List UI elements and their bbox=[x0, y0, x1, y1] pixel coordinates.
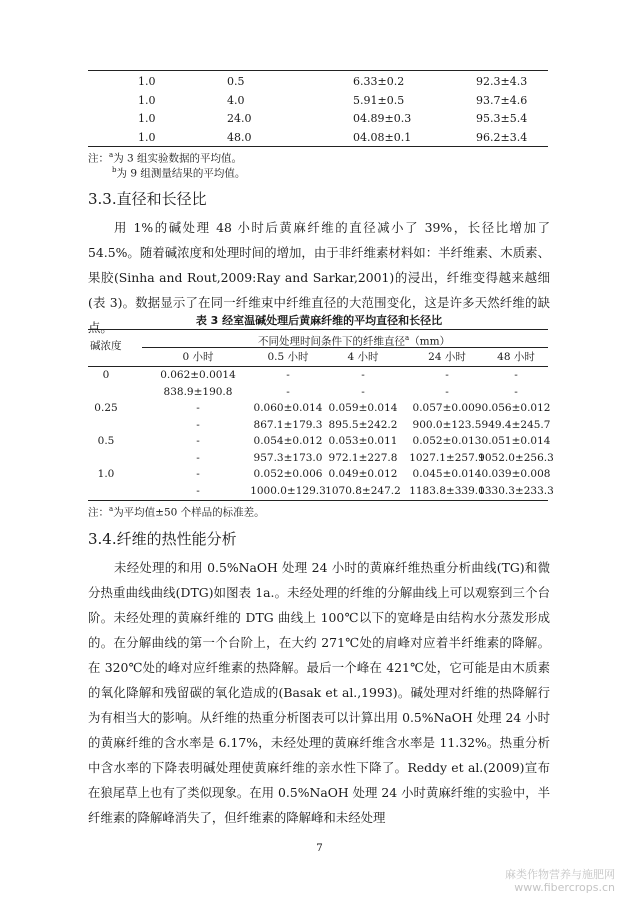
table3-cell: 0.057±0.009 bbox=[412, 402, 482, 414]
table1-cell: 4.0 bbox=[227, 93, 245, 107]
table3-cell: 900.0±123.5 bbox=[412, 418, 482, 431]
watermark: 麻类作物营养与施肥网 www.fibercrops.cn bbox=[505, 868, 615, 894]
table3-time-header: 24 小时 bbox=[428, 351, 466, 363]
table3-cell: 1330.3±233.3 bbox=[478, 484, 554, 497]
table3-cell: 0.049±0.012 bbox=[328, 468, 398, 480]
table3-cell: 957.3±173.0 bbox=[253, 451, 323, 464]
table3-concentration-cell: 0.5 bbox=[97, 435, 115, 447]
table3-time-header: 48 小时 bbox=[497, 351, 535, 363]
table1-cell: 04.08±0.1 bbox=[353, 130, 412, 144]
table3-cell: 949.4±245.7 bbox=[481, 418, 551, 431]
table3-concentration-cell: 0 bbox=[102, 369, 110, 381]
table3-group-header: 不同处理时间条件下的纤维直径$^a$（mm） bbox=[258, 334, 451, 348]
table1-row bbox=[88, 109, 548, 128]
table3-cell: - bbox=[196, 484, 200, 497]
table3-time-header: 4 小时 bbox=[347, 351, 379, 363]
table3-cell: - bbox=[196, 451, 200, 464]
table3-cell: 0.054±0.012 bbox=[253, 435, 323, 447]
table1-cell: 92.3±4.3 bbox=[476, 75, 528, 88]
table1-cell: 5.91±0.5 bbox=[353, 93, 405, 107]
section-3-3-paragraph: 用 1%的碱处理 48 小时后黄麻纤维的直径减小了 39%，长径比增加了 54.5%。随着碱浓度和处理时间的增加，由于非纤维素材料如：半纤维素、木质素、果胶(Sinha and Rout,2009:Ray and Sarkar,2001)的浸出，纤维变得越来越细(表 3)。数据显示了在同一纤维束中纤维直径的大范围变化，这是许多天然纤维的缺点。 bbox=[88, 220, 550, 335]
table3-cell: 0.051±0.014 bbox=[481, 435, 551, 447]
table3-cell: 1183.8±339.0 bbox=[409, 484, 485, 497]
table3-cell: 1000.0±129.3 bbox=[250, 484, 326, 497]
table1-row bbox=[88, 72, 548, 91]
table1-bottom-rule bbox=[88, 146, 548, 147]
table1-cell: 0.5 bbox=[227, 75, 245, 88]
table3-cell: - bbox=[196, 468, 200, 480]
table3-cell: - bbox=[361, 385, 365, 398]
table3-cell: 972.1±227.8 bbox=[328, 451, 398, 464]
table3-cell: - bbox=[514, 385, 518, 398]
table3-cell: 0.056±0.012 bbox=[481, 402, 551, 414]
table3-cell: 838.9±190.8 bbox=[163, 385, 233, 398]
table1-cell: 95.3±5.4 bbox=[476, 112, 528, 125]
table3-bottom-rule bbox=[88, 500, 548, 501]
table1-cell: 1.0 bbox=[138, 112, 156, 125]
table1-cell: 24.0 bbox=[227, 112, 252, 125]
table3-cell: 1070.8±247.2 bbox=[325, 484, 401, 497]
table3-concentration-cell: 1.0 bbox=[97, 468, 115, 480]
table1-cell: 1.0 bbox=[138, 75, 156, 88]
table3-cell: 0.052±0.013 bbox=[412, 435, 482, 447]
table3-cell: 0.060±0.014 bbox=[253, 402, 323, 414]
table1-row bbox=[88, 128, 548, 147]
table1-cell: 1.0 bbox=[138, 130, 156, 144]
table1-note-a: 注：$^a$为 3 组实验数据的平均值。 bbox=[88, 151, 243, 165]
table1-cell: 48.0 bbox=[227, 130, 252, 144]
table3-time-header: 0 小时 bbox=[182, 351, 214, 363]
section-3-3-heading: 3.3.直径和长径比 bbox=[88, 190, 207, 208]
table3-cell: - bbox=[445, 385, 449, 398]
table1-cell: 96.2±3.4 bbox=[476, 130, 528, 144]
table3-cell: 1052.0±256.3 bbox=[478, 451, 554, 464]
table1-cell: 1.0 bbox=[138, 93, 156, 107]
table1-cell: 6.33±0.2 bbox=[353, 75, 405, 88]
table1-cell: 04.89±0.3 bbox=[353, 112, 412, 125]
table3-cell: - bbox=[514, 369, 518, 381]
table3-caption: 表 3 经室温碱处理后黄麻纤维的平均直径和长径比 bbox=[195, 314, 443, 327]
table3-cell: - bbox=[286, 385, 290, 398]
table1-cell: 93.7±4.6 bbox=[476, 93, 528, 107]
table3-cell: 0.062±0.0014 bbox=[160, 369, 236, 381]
table3-group-rule bbox=[142, 347, 548, 348]
table3-cell: 0.053±0.011 bbox=[328, 435, 398, 447]
table1-top-rule bbox=[88, 70, 548, 71]
table3-cell: - bbox=[196, 402, 200, 414]
table3-cell: 1027.1±257.9 bbox=[409, 451, 485, 464]
table1-note-b: $^b$为 9 组测量结果的平均值。 bbox=[112, 166, 246, 180]
table3-concentration-cell: 0.25 bbox=[94, 402, 118, 414]
table3-cell: 0.039±0.008 bbox=[481, 468, 551, 480]
table3-time-header: 0.5 小时 bbox=[267, 351, 309, 363]
table3-cell: - bbox=[196, 435, 200, 447]
table3-col-header-concentration: 碱浓度 bbox=[90, 340, 122, 352]
table3-cell: - bbox=[286, 369, 290, 381]
table3-cell: 0.045±0.014 bbox=[412, 468, 482, 480]
section-3-4-paragraph: 未经处理的和用 0.5%NaOH 处理 24 小时的黄麻纤维热重分析曲线(TG)和微分热重曲线曲线(DTG)如图表 1a.。未经处理的纤维的分解曲线上可以观察到三个台阶。未经处理的黄麻纤维的 DTG 曲线上 100℃以下的宽峰是由结构水分蒸发形成的。在分解曲线的第一个台阶上，在大约 271℃处的肩峰对应着半纤维素的降解。在 320℃处的峰对应纤维素的热降解。最后一个峰在 421℃处，它可能是由木质素的氧化降解和残留碳的氧化造成的(Basak et al.,1993)。碱处理对纤维的热降解行为有相当大的影响。从纤维的热重分析图表可以计算出用 0.5%NaOH 处理 24 小时的黄麻纤维的含水率是 6.17%，未经处理的黄麻纤维含水率是 11.32%。热重分析中含水率的下降表明碱处理使黄麻纤维的亲水性下降了。Reddy et al.(2009)宣布在狼尾草上也有了类似现象。在用 0.5%NaOH 处理 24 小时黄麻纤维的实验中，半纤维素的降解峰消失了，但纤维素的降解峰和未经处理 bbox=[88, 560, 550, 825]
table3-cell: 867.1±179.3 bbox=[253, 418, 323, 431]
table3-cell: 0.059±0.014 bbox=[328, 402, 398, 414]
table3-cell: - bbox=[445, 369, 449, 381]
table3-cell: 0.052±0.006 bbox=[253, 468, 323, 480]
page-number: 7 bbox=[316, 842, 323, 854]
table3-cell: - bbox=[361, 369, 365, 381]
table1-row bbox=[88, 91, 548, 110]
section-3-4-heading: 3.4.纤维的热性能分析 bbox=[88, 530, 237, 548]
table3-cell: - bbox=[196, 418, 200, 431]
table3-note: 注：$^a$为平均值±50 个样品的标准差。 bbox=[88, 505, 265, 519]
table3-cell: 895.5±242.2 bbox=[328, 418, 398, 431]
